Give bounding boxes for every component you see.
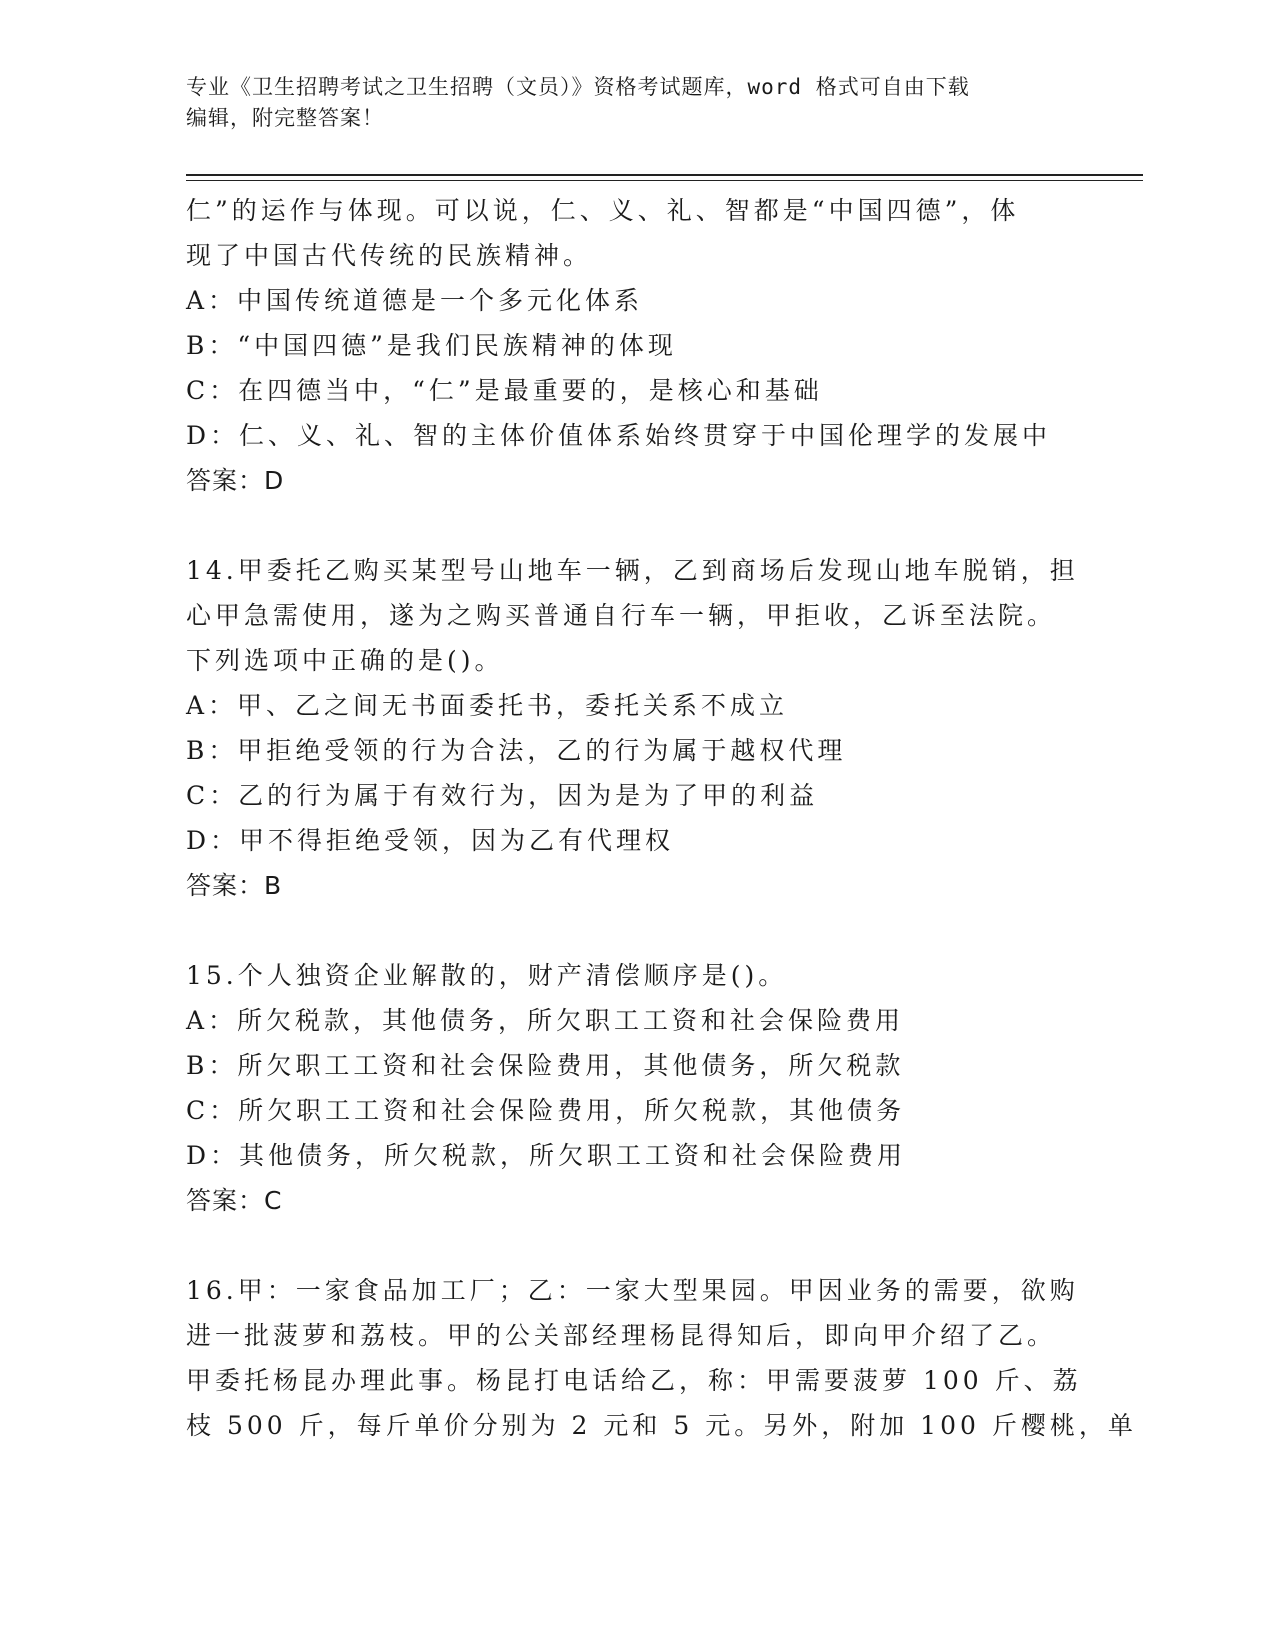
question-text: 进一批菠萝和荔枝。甲的公关部经理杨昆得知后，即向甲介绍了乙。 bbox=[186, 1321, 1057, 1350]
question-text: 枝 500 斤，每斤单价分别为 2 元和 5 元。另外，附加 100 斤樱桃，单 bbox=[186, 1411, 1137, 1440]
header-rule-thin bbox=[186, 180, 1143, 181]
option-a: A：所欠税款，其他债务，所欠职工工资和社会保险费用 bbox=[186, 1006, 905, 1035]
header-line-1: 专业《卫生招聘考试之卫生招聘（文员）》资格考试题库，word 格式可自由下载 bbox=[186, 75, 970, 99]
answer: 答案：B bbox=[186, 871, 283, 900]
question-15 bbox=[186, 953, 1086, 1223]
question-13 bbox=[186, 188, 1086, 503]
question-14 bbox=[186, 548, 1086, 908]
option-d: D：甲不得拒绝受领，因为乙有代理权 bbox=[186, 826, 675, 855]
option-b: B：“中国四德”是我们民族精神的体现 bbox=[186, 331, 677, 360]
option-b: B：所欠职工工资和社会保险费用，其他债务，所欠税款 bbox=[186, 1051, 905, 1080]
question-text: 15.个人独资企业解散的，财产清偿顺序是()。 bbox=[186, 961, 788, 990]
question-text: 14.甲委托乙购买某型号山地车一辆，乙到商场后发现山地车脱销，担 bbox=[186, 556, 1079, 585]
option-a: A：甲、乙之间无书面委托书，委托关系不成立 bbox=[186, 691, 789, 720]
option-a: A：中国传统道德是一个多元化体系 bbox=[186, 286, 644, 315]
spacer bbox=[186, 503, 1086, 548]
question-text: 甲委托杨昆办理此事。杨昆打电话给乙，称：甲需要菠萝 100 斤、荔 bbox=[186, 1366, 1082, 1395]
answer: 答案：D bbox=[186, 466, 285, 495]
header-line-2: 编辑，附完整答案！ bbox=[186, 106, 384, 130]
question-text: 心甲急需使用，遂为之购买普通自行车一辆，甲拒收，乙诉至法院。 bbox=[186, 601, 1057, 630]
answer: 答案：C bbox=[186, 1186, 283, 1215]
spacer bbox=[186, 908, 1086, 953]
spacer bbox=[186, 1223, 1086, 1268]
header-rule-thick bbox=[186, 174, 1143, 176]
document-body bbox=[186, 188, 1137, 1448]
question-text: 16.甲：一家食品加工厂；乙：一家大型果园。甲因业务的需要，欲购 bbox=[186, 1276, 1079, 1305]
page-header bbox=[186, 72, 1066, 134]
option-c: C：乙的行为属于有效行为，因为是为了甲的利益 bbox=[186, 781, 819, 810]
option-c: C：在四德当中，“仁”是最重要的，是核心和基础 bbox=[186, 376, 823, 405]
option-b: B：甲拒绝受领的行为合法，乙的行为属于越权代理 bbox=[186, 736, 847, 765]
option-d: D：仁、义、礼、智的主体价值体系始终贯穿于中国伦理学的发展中 bbox=[186, 421, 1052, 450]
option-c: C：所欠职工工资和社会保险费用，所欠税款，其他债务 bbox=[186, 1096, 906, 1125]
question-text: 仁”的运作与体现。可以说，仁、义、礼、智都是“中国四德”，体 bbox=[186, 196, 1020, 225]
question-text: 下列选项中正确的是()。 bbox=[186, 646, 504, 675]
question-text: 现了中国古代传统的民族精神。 bbox=[186, 241, 593, 270]
option-d: D：其他债务，所欠税款，所欠职工工资和社会保险费用 bbox=[186, 1141, 907, 1170]
question-16 bbox=[186, 1268, 1137, 1448]
